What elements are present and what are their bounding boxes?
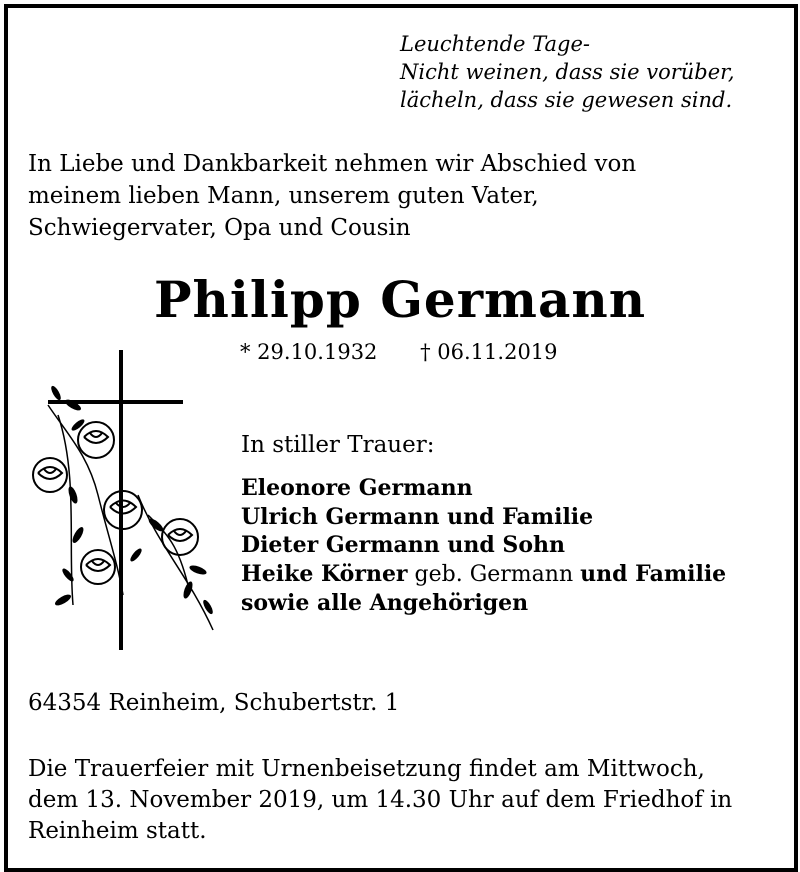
- mourners-list: [241, 474, 726, 618]
- intro-text: [28, 148, 636, 244]
- maiden-name: geb. Germann: [407, 561, 581, 587]
- mourner-line: [241, 560, 726, 590]
- rose-icon: [33, 458, 67, 492]
- deceased-name: Philipp Germann: [153, 270, 647, 329]
- ceremony-notice: [28, 754, 732, 847]
- mourner-suffix: und Familie: [580, 560, 727, 587]
- life-dates: [240, 340, 558, 364]
- mourning-heading: In stiller Trauer:: [241, 432, 435, 458]
- intro-line: In Liebe und Dankbarkeit nehmen wir Abschied von: [28, 151, 637, 177]
- ceremony-line: dem 13. November 2019, um 14.30 Uhr auf dem Friedhof in: [28, 787, 733, 813]
- mourner-line: Ulrich Germann und Familie: [241, 503, 594, 530]
- mourner-line: sowie alle Angehörigen: [241, 590, 529, 616]
- address: 64354 Reinheim, Schubertstr. 1: [28, 690, 400, 716]
- ceremony-line: Reinheim statt.: [28, 818, 207, 844]
- birth-date: * 29.10.1932: [240, 340, 378, 364]
- rose-icon: [81, 550, 115, 584]
- rose-icon: [78, 422, 114, 458]
- mourner-line: Eleonore Germann: [241, 475, 473, 501]
- intro-line: Schwiegervater, Opa und Cousin: [28, 215, 411, 241]
- quote-line: Nicht weinen, dass sie vorüber,: [400, 60, 735, 84]
- mourner-line: Dieter Germann und Sohn: [241, 532, 565, 558]
- quote-line: lächeln, dass sie gewesen sind.: [400, 88, 733, 112]
- death-date: † 06.11.2019: [420, 340, 558, 364]
- ceremony-line: Die Trauerfeier mit Urnenbeisetzung findet am Mittwoch,: [28, 756, 705, 782]
- quote-line: Leuchtende Tage-: [400, 32, 590, 56]
- mourner-name: Heike Körner: [241, 560, 408, 587]
- cross-with-roses-icon: [28, 345, 228, 655]
- intro-line: meinem lieben Mann, unserem guten Vater,: [28, 183, 539, 209]
- quote-block: [400, 30, 735, 114]
